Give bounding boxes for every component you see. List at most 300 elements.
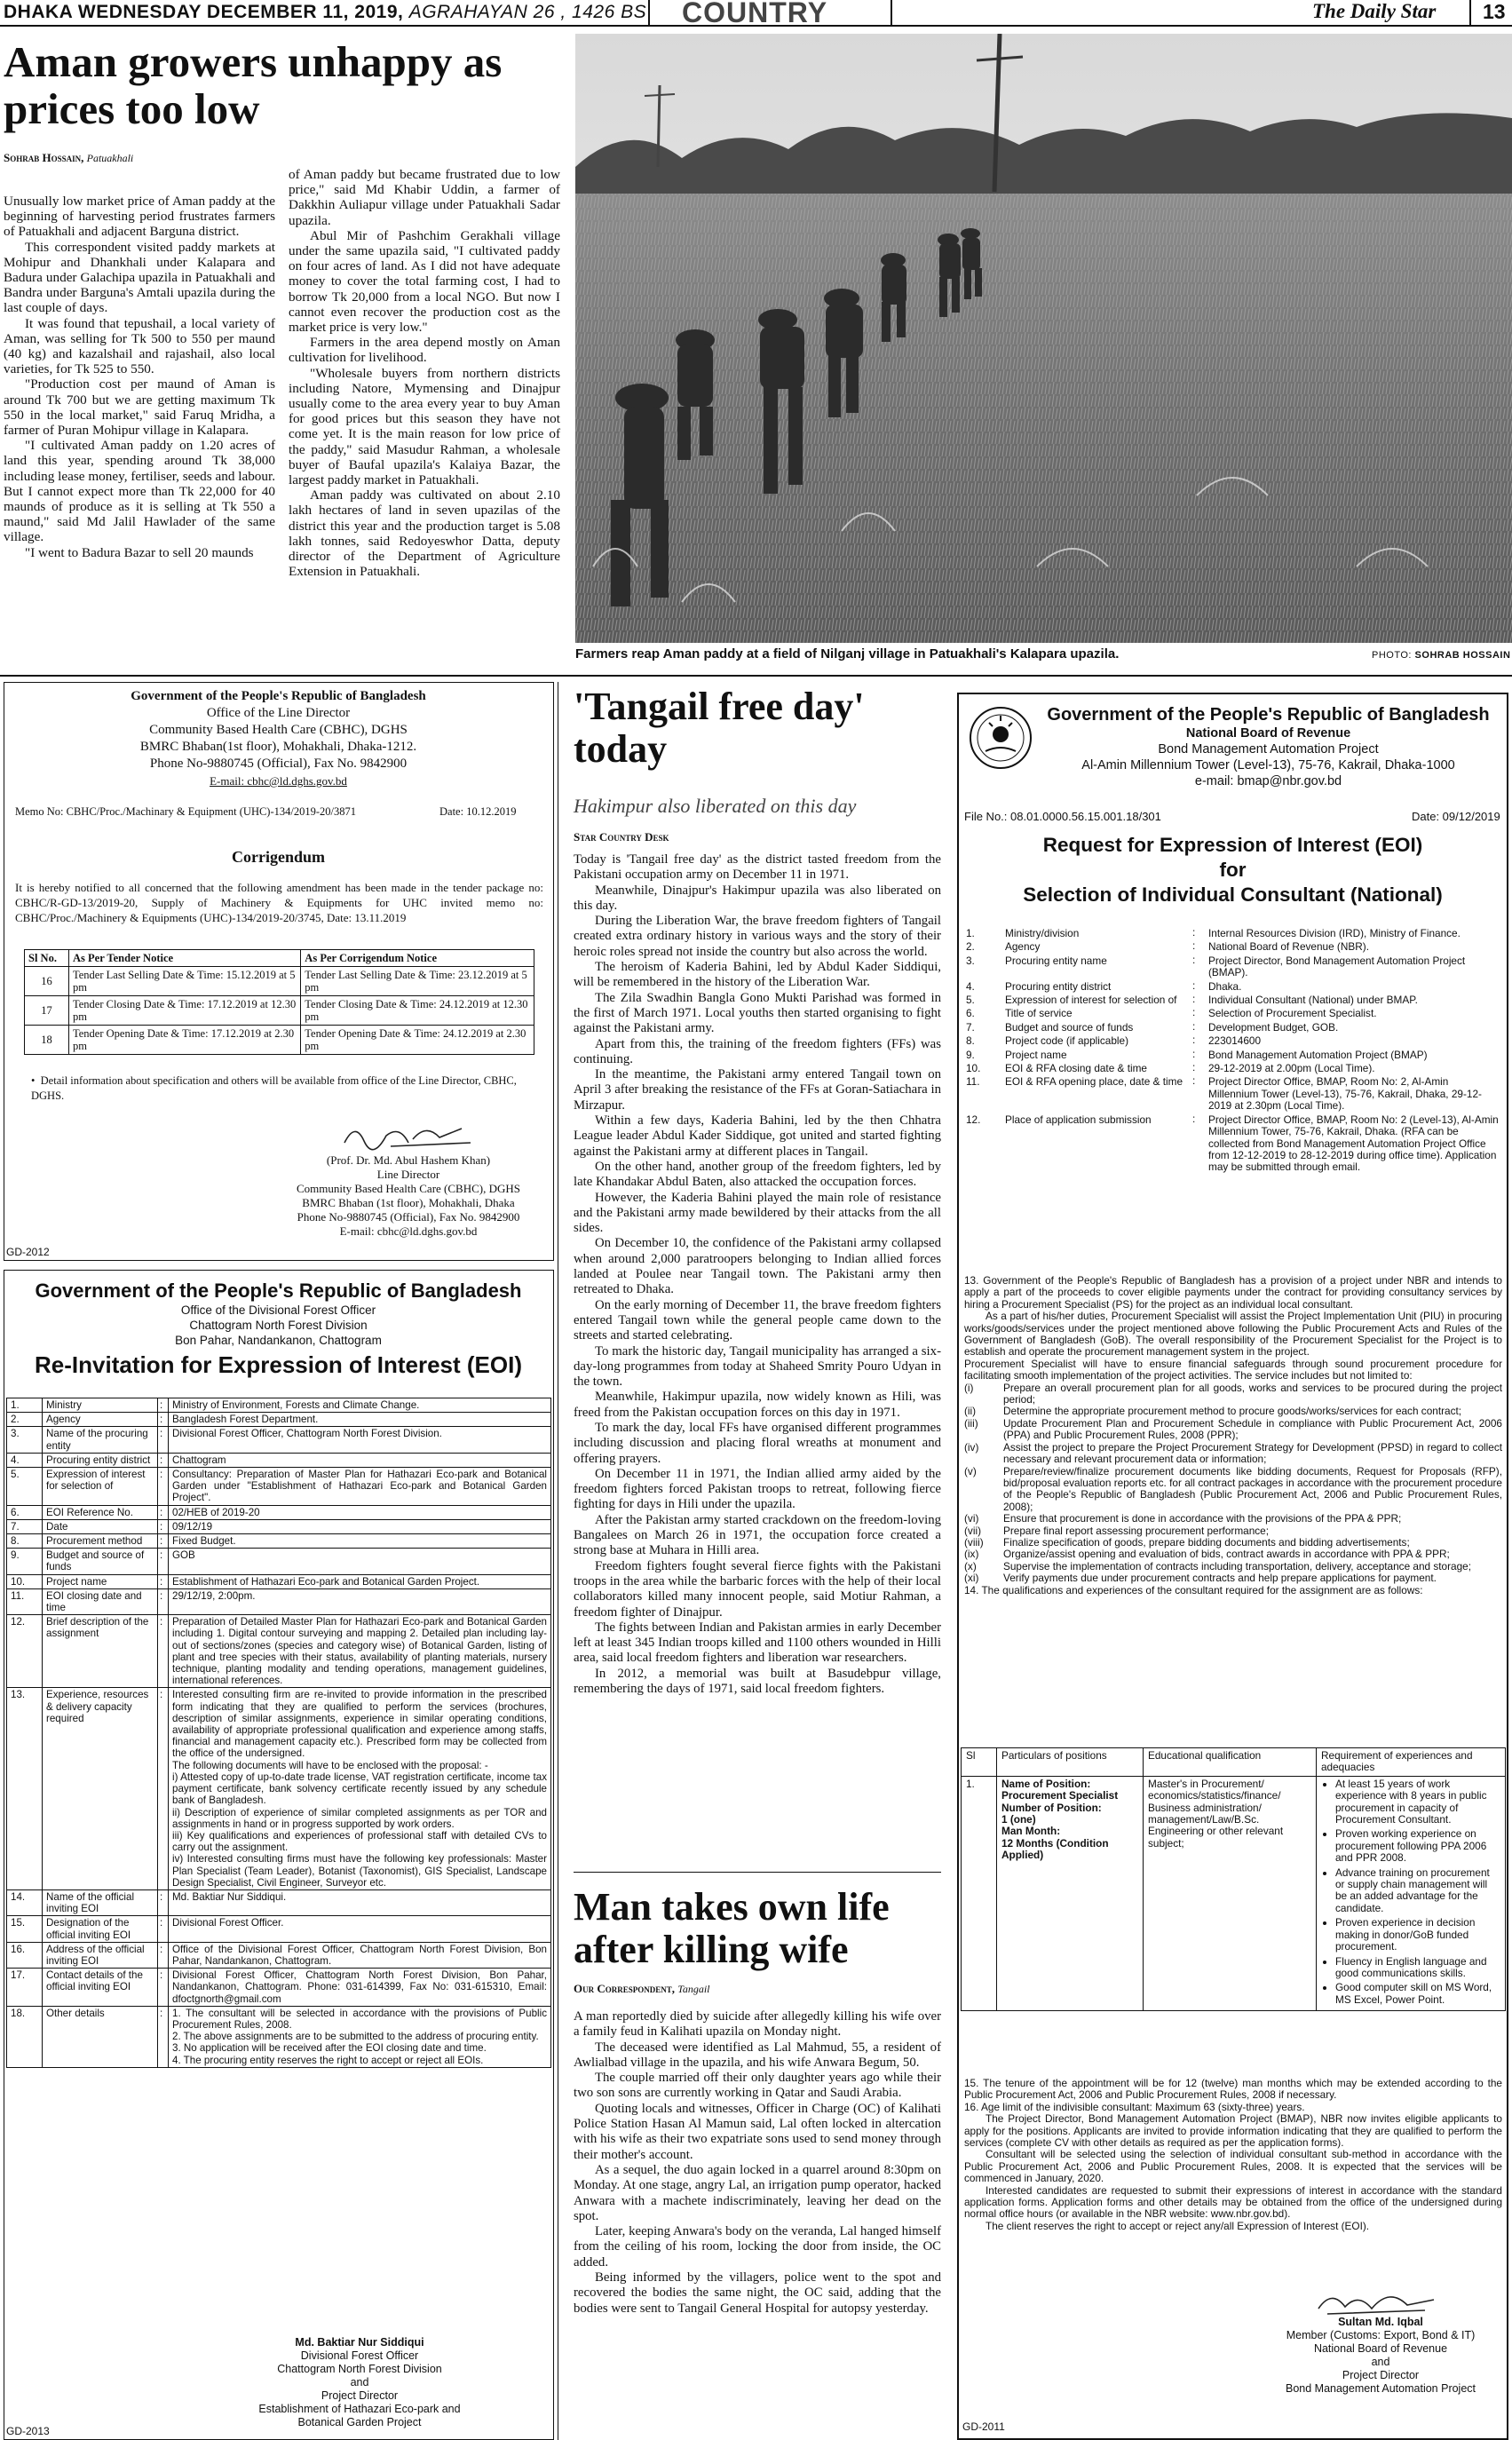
table-cell: 3. bbox=[7, 1427, 43, 1453]
table-cell: Divisional Forest Officer, Chattogram North Forest Division, Bon Pahar, Nandankanon, Chattogram. Phone: 031-614399, Fax No: 031-615310, Email: dfoctgnorth@gmail.com bbox=[169, 1969, 551, 2007]
ad2-address: Bon Pahar, Nandankanon, Chattogram bbox=[175, 1334, 382, 1347]
table-row bbox=[962, 1021, 1504, 1034]
paragraph: Apart from this, the training of the freedom fighters (FFs) was continuing. bbox=[574, 1036, 941, 1066]
table-cell: Procuring entity district bbox=[43, 1453, 158, 1467]
ad2-division: Chattogram North Forest Division bbox=[189, 1319, 368, 1332]
table-cell: Sl No. bbox=[25, 950, 69, 967]
table-row bbox=[7, 2006, 551, 2067]
requirement-item: • Proven working experience on procurement following PPA 2006 and PPR 2008. bbox=[1335, 1828, 1500, 1864]
table-cell: 1. The consultant will be selected in accordance with the provisions of Public Procurement Rules, 2008. 2. The above assignments are to be submitted to the address of procuring entity. 3. No application will be received after the EOI closing date and time. 4. The procuring entity reserves the right to accept or reject all EOIs. bbox=[169, 2006, 551, 2067]
table-cell: Organize/assist opening and evaluation of bids, contract awards in accordance with PPA & PPR; bbox=[1003, 1548, 1450, 1561]
position-line: 1 (one) bbox=[1001, 1813, 1036, 1826]
table-cell bbox=[997, 1776, 1144, 2010]
signature-line: Project Director bbox=[1342, 2369, 1420, 2381]
table-cell: 7. bbox=[966, 1020, 975, 1034]
table-cell: Budget and source of funds bbox=[43, 1549, 158, 1574]
table-cell: Md. Baktiar Nur Siddiqui. bbox=[169, 1889, 551, 1915]
paragraph: On December 10, the confidence of the Pakistani army collapsed when around 2,000 paratroopers belonging to Indian allied forces landed at Poulee near Tangail town. The Pakistani army then retreated to Dhaka. bbox=[574, 1236, 941, 1297]
duty-item bbox=[964, 1537, 1502, 1549]
table-row bbox=[962, 955, 1504, 980]
ad1-address: BMRC Bhaban(1st floor), Mohakhali, Dhaka-1212. bbox=[139, 740, 417, 754]
ad2-title: Re-Invitation for Expression of Interest (EOI) bbox=[35, 1351, 522, 1378]
signature-line: E-mail: cbhc@ld.dghs.gov.bd bbox=[339, 1224, 478, 1238]
masthead bbox=[0, 0, 1512, 27]
signature-line: Divisional Forest Officer bbox=[300, 2349, 419, 2362]
bangladesh-emblem-icon bbox=[968, 705, 1033, 771]
ad3-gd: GD-2011 bbox=[962, 2420, 1005, 2433]
duty-item bbox=[964, 1442, 1502, 1466]
story1-column-2 bbox=[289, 167, 560, 579]
signature-line: and bbox=[350, 2376, 369, 2389]
table-cell: Bond Management Automation Project (BMAP) bbox=[1208, 1048, 1428, 1061]
table-cell: : bbox=[1192, 1047, 1196, 1060]
table-cell: Project Director Office, BMAP, Room No: 2, Al-Amin Millennium Tower (Level-13), 75-76, Kakrail, Dhaka, 29-12-2019 at 2.30pm (Local Time). bbox=[1208, 1075, 1482, 1113]
table-cell: (x) bbox=[964, 1559, 977, 1573]
table-cell: Tender Last Selling Date & Time: 23.12.2019 at 5 pm bbox=[301, 967, 534, 996]
table-cell: Place of application submission bbox=[1005, 1113, 1152, 1126]
table-row bbox=[7, 1588, 551, 1614]
paragraph: Unusually low market price of Aman paddy at the beginning of harvesting period frustrates farmers of Patuakhali and adjacent Barguna district. bbox=[4, 194, 275, 240]
requirement-item: • Good computer skill on MS Word, MS Excel, Power Point. bbox=[1335, 1982, 1500, 2006]
table-cell: Preparation of Detailed Master Plan for Hathazari Eco-park and Botanical Garden including 1. Digital contour surveying and mapping 2. Detailed plan including lay-out of sections/zones (species and category wise) of Botanical Garden, listing of plant and tree species with their status, availability of planting materials, nursery technique, planting modality and tending operations, management guidelines, international references. bbox=[169, 1615, 551, 1688]
table-cell: Requirement of experiences and adequacies bbox=[1317, 1748, 1506, 1777]
table-row bbox=[25, 996, 534, 1026]
table-cell: Divisional Forest Officer, Chattogram North Forest Division. bbox=[169, 1427, 551, 1453]
table-cell: Name of the procuring entity bbox=[43, 1427, 158, 1453]
ad-eoi-forest bbox=[4, 1270, 554, 2440]
table-cell: : bbox=[158, 1588, 169, 1614]
ad3-signature-block bbox=[1252, 2316, 1509, 2396]
table-cell: Individual Consultant (National) under BMAP. bbox=[1208, 994, 1418, 1007]
ad1-memo: Memo No: CBHC/Proc./Machinary & Equipment (UHC)-134/2019-20/3871 bbox=[15, 805, 356, 818]
table-cell: Procuring entity name bbox=[1005, 954, 1107, 967]
table-cell: Prepare/review/finalize procurement documents like bidding documents, Request for Proposals (RFP), bid/proposal evaluation reports etc. for all contract packages in accordance with the procurement procedure of the People's Republic of Bangladesh (Public Procurement Act, 2006 and Public Procurement Rules, 2008); bbox=[1003, 1464, 1502, 1513]
story3-byline: Our Correspondent, Tangail bbox=[574, 1982, 710, 1995]
table-cell: Project name bbox=[1005, 1048, 1067, 1061]
ad3-terms bbox=[964, 1275, 1502, 1596]
paragraph: Freedom fighters fought several fierce fights with the Pakistani troops in the area while the barbaric forces with the help of their local collaborators killed many innocent people, said Motiur Rahman, a freedom fighter of Dinajpur. bbox=[574, 1558, 941, 1620]
table-cell: 13. bbox=[7, 1688, 43, 1889]
ad1-signature-block bbox=[271, 1153, 546, 1239]
table-row bbox=[7, 1916, 551, 1942]
signature-line: Community Based Health Care (CBHC), DGHS bbox=[296, 1182, 521, 1195]
table-row bbox=[962, 1007, 1504, 1020]
paragraph: Abul Mir of Pashchim Gerakhali village under the same upazila said, "I cultivated paddy on four acres of land. As I did not have adequate money to cover the total farming cost, I had to borrow Tk 20,000 from a local NGO. But now I cannot even recover the production cost as the market price is very low." bbox=[289, 227, 560, 336]
paragraph: It was found that tepushail, a local variety of Aman, was selling for Tk 500 to 550 per maund (40 kg) and kazalshail and rajashail, also local varieties, for Tk 525 to 550. bbox=[4, 315, 275, 377]
requirements-list bbox=[1321, 1779, 1500, 2006]
table-cell: : bbox=[158, 1688, 169, 1889]
paragraph: The deceased were identified as Lal Mahmud, 55, a resident of Awlialbad village in the upazila, and his wife Anwara Begum, 50. bbox=[574, 2040, 941, 2070]
table-cell: Fixed Budget. bbox=[169, 1534, 551, 1549]
table-cell: GOB bbox=[169, 1549, 551, 1574]
table-cell: : bbox=[158, 1534, 169, 1549]
paragraph: The Zila Swadhin Bangla Gono Mukti Parishad was formed in the first of March 1971. Local youths then started organising to fight against the Pakistani army. bbox=[574, 990, 941, 1036]
position-line: Procurement Specialist bbox=[1001, 1789, 1119, 1802]
table-cell: Internal Resources Division (IRD), Ministry of Finance. bbox=[1208, 927, 1461, 939]
table-cell: Designation of the official inviting EOI bbox=[43, 1916, 158, 1942]
ad-corrigendum bbox=[4, 682, 554, 1261]
duty-item bbox=[964, 1573, 1502, 1584]
paragraph: Interested candidates are requested to submit their expressions of interest in accordance with the standard application forms. Application forms and other details may be obtained from the office of the undersigned during normal office hours (or available in the NBR website: www.nbr.gov.bd). bbox=[964, 2183, 1502, 2221]
table-cell: EOI & RFA closing date & time bbox=[1005, 1062, 1147, 1075]
paragraph: In 2012, a memorial was built at Basudebpur village, remembering the days of 1971, said local freedom fighters. bbox=[574, 1666, 941, 1697]
table-cell: Procuring entity district bbox=[1005, 979, 1112, 993]
table-cell: Divisional Forest Officer. bbox=[169, 1916, 551, 1942]
table-cell: Ensure that procurement is done in accordance with the provisions of the PPA & PPR; bbox=[1003, 1512, 1402, 1525]
table-cell: 17 bbox=[25, 996, 69, 1026]
requirement-item: • Proven experience in decision making in donor/GoB funded procurement. bbox=[1335, 1917, 1500, 1953]
table-cell: Name of the official inviting EOI bbox=[43, 1889, 158, 1915]
signature-line: and bbox=[1371, 2356, 1390, 2368]
ad1-header bbox=[4, 688, 552, 789]
table-cell: 15. bbox=[7, 1916, 43, 1942]
table-cell: 223014600 bbox=[1208, 1034, 1262, 1048]
signature-line: (Prof. Dr. Md. Abul Hashem Khan) bbox=[326, 1153, 491, 1167]
table-cell: : bbox=[158, 1549, 169, 1574]
story2-byline: Star Country Desk bbox=[574, 830, 669, 844]
table-cell bbox=[1317, 1776, 1506, 2010]
table-cell: Development Budget, GOB. bbox=[1208, 1020, 1339, 1034]
table-cell: : bbox=[1192, 1061, 1196, 1074]
table-cell: 8. bbox=[966, 1034, 975, 1048]
table-cell: : bbox=[1192, 939, 1196, 953]
signature-line: Phone No-9880745 (Official), Fax No. 9842900 bbox=[297, 1210, 520, 1224]
table-row bbox=[7, 1453, 551, 1467]
table-cell: Selection of Procurement Specialist. bbox=[1208, 1007, 1377, 1020]
requirement-item: • Advance training on procurement or supply chain management will be an added advantage for the candidate. bbox=[1335, 1867, 1500, 1915]
table-row bbox=[25, 1026, 534, 1055]
table-cell: Educational qualification bbox=[1144, 1748, 1317, 1777]
table-cell: Agency bbox=[1005, 940, 1041, 954]
table-cell: 09/12/19 bbox=[169, 1519, 551, 1533]
duty-item bbox=[964, 1549, 1502, 1560]
table-cell: Ministry/division bbox=[1005, 927, 1080, 939]
table-cell: Other details bbox=[43, 2006, 158, 2067]
table-cell: Ministry bbox=[43, 1398, 158, 1413]
duty-item bbox=[964, 1382, 1502, 1406]
table-row bbox=[7, 1969, 551, 2007]
paragraph: "I went to Badura Bazar to sell 20 maunds bbox=[25, 544, 254, 560]
table-cell: Verify payments due under procurement contracts and help prepare applications for payment. bbox=[1003, 1572, 1437, 1585]
ad3-closing-text bbox=[964, 2078, 1502, 2232]
table-cell: (xi) bbox=[964, 1572, 979, 1585]
duty-item bbox=[964, 1466, 1502, 1514]
table-cell: 5. bbox=[966, 994, 975, 1007]
table-cell: : bbox=[158, 1519, 169, 1533]
table-cell: 9. bbox=[966, 1048, 975, 1061]
table-cell: Consultancy: Preparation of Master Plan for Hathazari Eco-park and Botanical Garden under "Establishment of Hathazari Eco-park and Botanical Garden Project". bbox=[169, 1468, 551, 1506]
table-cell: : bbox=[158, 1413, 169, 1427]
paragraph: As a sequel, the duo again locked in a quarrel around 8:30pm on Monday. At one stage, angry Lal, an irrigation pump operator, hacked Anwara with a machete indiscriminately, leaving her dead on the spot. bbox=[574, 2162, 941, 2223]
ad3-nbr: National Board of Revenue bbox=[1185, 726, 1351, 741]
photo-caption: Farmers reap Aman paddy at a field of Nilganj village in Patuakhali's Kalapara upazila. bbox=[575, 646, 1120, 661]
story2-headline: 'Tangail free day' today bbox=[574, 685, 865, 771]
section-title: COUNTRY bbox=[682, 0, 828, 28]
story-rule bbox=[574, 1872, 941, 1873]
table-row bbox=[7, 1398, 551, 1413]
requirement-item: • At least 15 years of work experience with 8 years in public procurement in capacity of Procurement Consultant. bbox=[1335, 1779, 1500, 1826]
table-cell: 10. bbox=[966, 1062, 981, 1075]
news-photo bbox=[575, 34, 1512, 643]
ad3-address: Al-Amin Millennium Tower (Level-13), 75-76, Kakrail, Dhaka-1000 bbox=[1081, 758, 1455, 772]
table-cell: : bbox=[1192, 993, 1196, 1006]
table-cell: Tender Closing Date & Time: 24.12.2019 at 12.30 pm bbox=[301, 996, 534, 1026]
table-cell: Contact details of the official inviting EOI bbox=[43, 1969, 158, 2007]
duty-item bbox=[964, 1561, 1502, 1573]
table-header-row bbox=[25, 950, 534, 967]
table-row bbox=[7, 1413, 551, 1427]
paragraph: The fights between Indian and Pakistan armies in early December left at least 345 Indian troops killed and 1100 others wounded in Hilli area, said local freedom fighters and liberation war researchers. bbox=[574, 1620, 941, 1666]
photo-credit: PHOTO: SOHRAB HOSSAIN bbox=[1372, 650, 1511, 661]
table-cell: Date bbox=[43, 1519, 158, 1533]
ad1-body: It is hereby notified to all concerned that the following amendment has been made in the tender package no: CBHC/R-GD-13/2019-20, Supply of Machinery & Equipments for UHC invited memo no: CBHC/Proc./Machinery & Equipments (UHC)-134/2019-20/3745, Date: 13.11.2019 bbox=[15, 881, 543, 924]
table-cell: (ii) bbox=[964, 1405, 977, 1418]
table-cell: 11. bbox=[966, 1075, 980, 1089]
table-row bbox=[7, 1519, 551, 1533]
table-cell: 6. bbox=[966, 1007, 975, 1020]
ad3-header bbox=[1030, 705, 1507, 789]
table-cell: Interested consulting firm are re-invited to provide information in the prescribed form indicating that they are qualified to perform the services (brochures, description of similar assignments, experience in similar operating conditions, availability of appropriate professional qualification and experience among staffs, financial and management capacity etc.). Prescribed form may be collected from the office of the undersigned. The following documents will have to be enclosed with the proposal: - i) Attested copy of up-to-date trade license, VAT registration certificate, income tax payment certificate, bank solvency certificate recently issued by any schedule bank of Bangladesh. ii) Description of experience of similar completed assignments as per TOR and assignments in hand or in progress supported by work orders. iii) Key qualifications and experiences of professional staff with detailed CVs to carry out the assignment. iv) Interested consulting firms must have the following key professionals: Master Plan Specialist (Team Leader), Botanist (Taxonomist), GIS Specialist, Landscape Design Specialist, Civil Engineer, Surveyor etc. bbox=[169, 1688, 551, 1889]
table-cell: 5. bbox=[7, 1468, 43, 1506]
ad1-govt: Government of the People's Republic of Bangladesh bbox=[131, 689, 426, 703]
ad3-table bbox=[962, 927, 1504, 1175]
table-cell: (viii) bbox=[964, 1535, 984, 1549]
ad1-email[interactable]: E-mail: cbhc@ld.dghs.gov.bd bbox=[210, 774, 347, 788]
paragraph: A man reportedly died by suicide after allegedly killing his wife over a family feud in Kalihati upazila on Monday night. bbox=[574, 2009, 941, 2040]
table-row bbox=[962, 1034, 1504, 1048]
ad1-org: Community Based Health Care (CBHC), DGHS bbox=[149, 723, 408, 737]
table-cell: Expression of interest for selection of bbox=[1005, 994, 1177, 1007]
paragraph: "Wholesale buyers from northern districts including Natore, Mymensing and Dinajpur usually come to the area every year to buy Aman for good prices but this season they have not come yet. It is the main reason for low price of the paddy," said Masudur Rahman, a wholesale buyer of Baufal upazila's Kalaiya Bazar, the largest paddy market in Patuakhali. bbox=[289, 365, 560, 488]
ad-eoi-nbr bbox=[957, 693, 1508, 2440]
table-cell: : bbox=[158, 1505, 169, 1519]
paragraph: Quoting locals and witnesses, Officer in Charge (OC) of Kalihati Police Station Hasan Al Mamun said, Lal often locked in altercation with his wife as their two expatriate sons used to send money through their mother's account. bbox=[574, 2101, 941, 2162]
signature-line: Botanical Garden Project bbox=[297, 2416, 422, 2428]
page-number: 13 bbox=[1483, 0, 1506, 23]
paragraph: Meanwhile, Hakimpur upazila, now widely known as Hili, was freed from the Pakistan occupation forces on this day in 1971. bbox=[574, 1390, 941, 1420]
table-cell: Project name bbox=[43, 1574, 158, 1588]
table-row bbox=[7, 1942, 551, 1968]
signature-line: Md. Baktiar Nur Siddiqui bbox=[295, 2336, 424, 2349]
table-cell: 3. bbox=[966, 954, 975, 967]
paragraph: After the Pakistan army started crackdown on the freedom-loving Bangalees on March 26 in 1971, the occupation force created a strong base at Muhara in Hilli area. bbox=[574, 1512, 941, 1558]
paragraph: As a part of his/her duties, Procurement Specialist will assist the Project Implementation Unit (PIU) in procuring works/goods/services under the project mentioned above following the Public Procurement Acts and Rules of the Government of Bangladesh (GoB). The overall responsibility of the Procurement Specialist for the Project is to establish and operate the procurement management system in the project. bbox=[964, 1310, 1502, 1359]
paragraph: Procurement Specialist will have to ensure financial safeguards through sound procurement procedure for facilitating smooth implementation of the project activities. The service includes but not limited to: bbox=[964, 1357, 1502, 1382]
ad3-title bbox=[959, 833, 1507, 907]
table-cell: : bbox=[158, 1942, 169, 1968]
paragraph: Later, keeping Anwara's body on the veranda, Lal hanged himself from the ceiling of his room, locking the door from inside, the OC added. bbox=[574, 2224, 941, 2270]
table-cell: 16 bbox=[25, 967, 69, 996]
table-cell: Tender Last Selling Date & Time: 15.12.2019 at 5 pm bbox=[69, 967, 301, 996]
ad1-gd: GD-2012 bbox=[6, 1246, 50, 1258]
table-cell: : bbox=[158, 1615, 169, 1688]
divider bbox=[1469, 0, 1471, 27]
table-cell: Prepare an overall procurement plan for all goods, works and services to be procured during the project period; bbox=[1003, 1381, 1502, 1406]
table-cell: : bbox=[1192, 953, 1196, 966]
table-row bbox=[7, 1427, 551, 1453]
table-row bbox=[962, 1075, 1504, 1113]
table-cell: 14. bbox=[7, 1889, 43, 1915]
dateline: DHAKA WEDNESDAY DECEMBER 11, 2019, AGRAHAYAN 26 , 1426 BS bbox=[4, 2, 647, 22]
table-cell: 29-12-2019 at 2.00pm (Local Time). bbox=[1208, 1062, 1375, 1075]
ad1-phone: Phone No-9880745 (Official), Fax No. 9842900 bbox=[149, 757, 408, 771]
table-row bbox=[7, 1889, 551, 1915]
paragraph: However, the Kaderia Bahini played the main role of resistance and the Pakistani army made bewildered by their attacks from the all sides. bbox=[574, 1190, 941, 1236]
table-row bbox=[962, 1776, 1506, 2010]
table-cell: : bbox=[1192, 1006, 1196, 1019]
table-cell: : bbox=[1192, 926, 1196, 939]
paragraph: 14. The qualifications and experiences of the consultant required for the assignment are as follows: bbox=[964, 1583, 1423, 1596]
table-cell: 12. bbox=[7, 1615, 43, 1688]
ad1-bullet: • Detail information about specification and others will be available from office of the Line Director, CBHC, DGHS. bbox=[31, 1074, 517, 1102]
table-row bbox=[7, 1549, 551, 1574]
ad3-project: Bond Management Automation Project bbox=[1158, 742, 1379, 757]
table-cell: 1. bbox=[966, 927, 975, 939]
table-cell: : bbox=[158, 1398, 169, 1413]
signature-line: Line Director bbox=[376, 1168, 440, 1181]
table-cell: : bbox=[1192, 1112, 1196, 1125]
paragraph: Meanwhile, Dinajpur's Hakimpur upazila was also liberated on this day. bbox=[574, 883, 941, 913]
ad1-table bbox=[24, 949, 534, 1055]
table-cell: As Per Tender Notice bbox=[69, 950, 301, 967]
table-cell: (vi) bbox=[964, 1512, 979, 1525]
paragraph: of Aman paddy but became frustrated due to low price," said Md Khabir Uddin, a farmer of Dakkhin Auliapur village under Patuakhali Sadar upazila. bbox=[289, 167, 560, 228]
story1-byline: Sohrab Hossain, Patuakhali bbox=[4, 151, 134, 164]
table-cell: : bbox=[1192, 1074, 1196, 1088]
table-cell: Procurement method bbox=[43, 1534, 158, 1549]
table-row bbox=[7, 1615, 551, 1688]
section-rule bbox=[0, 675, 1512, 677]
position-line: 12 Months (Condition Applied) bbox=[1001, 1836, 1109, 1862]
table-row bbox=[962, 1062, 1504, 1075]
table-row bbox=[7, 1534, 551, 1549]
table-cell: (ix) bbox=[964, 1548, 979, 1561]
table-cell: 16. bbox=[7, 1942, 43, 1968]
table-cell: (iii) bbox=[964, 1416, 978, 1430]
ad3-title-line2: for bbox=[1219, 859, 1247, 881]
table-cell: : bbox=[158, 2006, 169, 2067]
table-cell: Office of the Divisional Forest Officer, Chattogram North Forest Division, Bon Pahar, Nandankanon, Chattogram. bbox=[169, 1942, 551, 1968]
table-cell: Supervise the implementation of contracts including transportation, delivery, acceptance and storage; bbox=[1003, 1559, 1472, 1573]
paragraph: Within a few days, Kaderia Bahini, led by the then Chhatra League leader Abdul Kader Siddique, got united and started fighting against the Pakistani army at different places in Tangail. bbox=[574, 1113, 941, 1159]
duty-item bbox=[964, 1418, 1502, 1442]
table-row bbox=[962, 994, 1504, 1007]
divider bbox=[891, 0, 892, 27]
ad3-email[interactable]: e-mail: bmap@nbr.gov.bd bbox=[1194, 774, 1342, 788]
table-cell: EOI & RFA opening place, date & time bbox=[1005, 1075, 1183, 1089]
requirement-item: • Fluency in English language and good communications skills. bbox=[1335, 1956, 1500, 1980]
table-cell: 6. bbox=[7, 1505, 43, 1519]
table-row bbox=[962, 927, 1504, 940]
paragraph: The client reserves the right to accept or reject any/all Expression of Interest (EOI). bbox=[986, 2219, 1370, 2232]
table-cell: Dhaka. bbox=[1208, 979, 1242, 993]
table-cell: 4. bbox=[7, 1453, 43, 1467]
ad2-header bbox=[4, 1279, 552, 1379]
paragraph: The Project Director, Bond Management Automation Project (BMAP), NBR now invites eligible applicants to apply for the positions. Applicants are invited to provide information indicating that they are qualified to perform the services (complete CV with other details as required as per the application forms). bbox=[964, 2112, 1502, 2150]
duty-item bbox=[964, 1525, 1502, 1537]
ad3-title-line3: Selection of Individual Consultant (National) bbox=[1023, 883, 1443, 906]
table-cell: Assist the project to prepare the Project Procurement Strategy for Development (PPSD) in regard to collect necessary and relevant procurement data or information; bbox=[1003, 1440, 1502, 1466]
table-cell: : bbox=[158, 1427, 169, 1453]
table-cell: 2. bbox=[966, 940, 975, 954]
story2-body bbox=[574, 852, 941, 1697]
table-cell: Project code (if applicable) bbox=[1005, 1034, 1129, 1048]
signature-line: National Board of Revenue bbox=[1313, 2342, 1448, 2355]
duty-item bbox=[964, 1406, 1502, 1417]
ad1-title: Corrigendum bbox=[232, 848, 325, 866]
table-row bbox=[7, 1688, 551, 1889]
story3-body bbox=[574, 2009, 941, 2317]
table-cell: Brief description of the assignment bbox=[43, 1615, 158, 1688]
ad2-gd: GD-2013 bbox=[6, 2425, 50, 2437]
table-cell: 1. bbox=[962, 1776, 997, 2010]
paper-name: The Daily Star bbox=[1312, 0, 1437, 22]
table-cell: 8. bbox=[7, 1534, 43, 1549]
table-cell: Ministry of Environment, Forests and Climate Change. bbox=[169, 1398, 551, 1413]
paragraph: On the early morning of December 11, the brave freedom fighters entered Tangail town while the general people came down to the streets and started celebrating. bbox=[574, 1297, 941, 1343]
table-cell: Sl bbox=[962, 1748, 997, 1777]
table-cell: : bbox=[158, 1453, 169, 1467]
story1-headline: Aman growers unhappy as prices too low bbox=[4, 37, 503, 133]
table-row bbox=[962, 940, 1504, 954]
table-cell: Master's in Procurement/ economics/statistics/finance/ Business administration/ management/Law/B.Sc. Engineering or other relevant subject; bbox=[1144, 1776, 1317, 2010]
table-cell: 02/HEB of 2019-20 bbox=[169, 1505, 551, 1519]
table-cell: EOI closing date and time bbox=[43, 1588, 158, 1614]
table-cell: : bbox=[1192, 1034, 1196, 1047]
paragraph: The couple married off their only daughter years ago while their two son sons are currently working in Qatar and Saudi Arabia. bbox=[574, 2071, 941, 2101]
table-row bbox=[25, 967, 534, 996]
ad2-govt: Government of the People's Republic of Bangladesh bbox=[35, 1279, 522, 1302]
table-cell: Tender Opening Date & Time: 24.12.2019 at 2.30 pm bbox=[301, 1026, 534, 1055]
table-cell: Establishment of Hathazari Eco-park and Botanical Garden Project. bbox=[169, 1574, 551, 1588]
table-cell: Tender Closing Date & Time: 17.12.2019 at 12.30 pm bbox=[69, 996, 301, 1026]
story3-headline: Man takes own life after killing wife bbox=[574, 1885, 890, 1971]
table-cell: 12. bbox=[966, 1113, 981, 1126]
ad2-office: Office of the Divisional Forest Officer bbox=[180, 1303, 376, 1317]
table-row bbox=[962, 1049, 1504, 1062]
ad3-title-line1: Request for Expression of Interest (EOI) bbox=[1042, 834, 1423, 856]
table-cell: 4. bbox=[966, 979, 975, 993]
table-header-row bbox=[962, 1748, 1506, 1777]
paragraph: On December 11 in 1971, the Indian allied army aided by the freedom fighters forced Pakistan troops to retreat, following fierce fighting for days in Hili under the upazila. bbox=[574, 1466, 941, 1512]
paragraph: Aman paddy was cultivated on about 2.10 lakh hectares of land in seven upazilas of the district this year and the production target is 5.08 lakh tonnes, said Redoyeswhor Datta, deputy director of the Department of Agriculture Extension in Patuakhali. bbox=[289, 487, 560, 580]
story1-column-1 bbox=[4, 194, 275, 560]
table-cell: : bbox=[158, 1916, 169, 1942]
table-cell: Experience, resources & delivery capacity required bbox=[43, 1688, 158, 1889]
table-cell: Budget and source of funds bbox=[1005, 1020, 1134, 1034]
signature-line: Chattogram North Forest Division bbox=[277, 2363, 442, 2375]
ad1-date: Date: 10.12.2019 bbox=[439, 805, 517, 818]
signature-icon bbox=[337, 1116, 479, 1155]
table-cell: Project Director Office, BMAP, Room No: 2 (Level-13), Al-Amin Millennium Tower, 75-76, Kakrail, Dhaka. (RFA can be collected from Bond Management Automation Project Office from 12-12-2019 to 28-12-2019 during office time). Application may be submitted through email. bbox=[1208, 1113, 1499, 1174]
table-cell: Finalize specification of goods, prepare bidding documents and bidding advertisements; bbox=[1003, 1535, 1410, 1549]
ad3-govt: Government of the People's Republic of Bangladesh bbox=[1047, 705, 1490, 725]
table-cell: (v) bbox=[964, 1464, 977, 1477]
paragraph: "I cultivated Aman paddy on 1.20 acres of land this year, spending around Tk 38,000 including lease money, fertiliser, seeds and labour. But I cannot expect more than Tk 22,000 for 40 maunds of produce as it is selling at Tk 550 a maund," said Md Jalil Hawlader of the same village. bbox=[4, 438, 275, 545]
table-cell: : bbox=[158, 1468, 169, 1506]
table-cell: 2. bbox=[7, 1413, 43, 1427]
paragraph: "Production cost per maund of Aman is around Tk 700 but we are getting maximum Tk 550 in the local market," said Faruq Mridha, a farmer of Puran Mohipur village in Kalapara. bbox=[4, 376, 275, 439]
position-line: Name of Position: bbox=[1001, 1777, 1091, 1790]
table-cell: 29/12/19, 2:00pm. bbox=[169, 1588, 551, 1614]
table-cell: : bbox=[1192, 1019, 1196, 1033]
story2-deck: Hakimpur also liberated on this day bbox=[574, 795, 857, 817]
table-cell: : bbox=[1192, 978, 1196, 992]
table-cell: 1. bbox=[7, 1398, 43, 1413]
table-cell: (vii) bbox=[964, 1524, 981, 1537]
paragraph: In the meantime, the Pakistani army entered Tangail town on April 3 after breaking the resistance of the FFs at Goran-Satiachara in Mirzapur. bbox=[574, 1067, 941, 1113]
table-cell: 9. bbox=[7, 1549, 43, 1574]
